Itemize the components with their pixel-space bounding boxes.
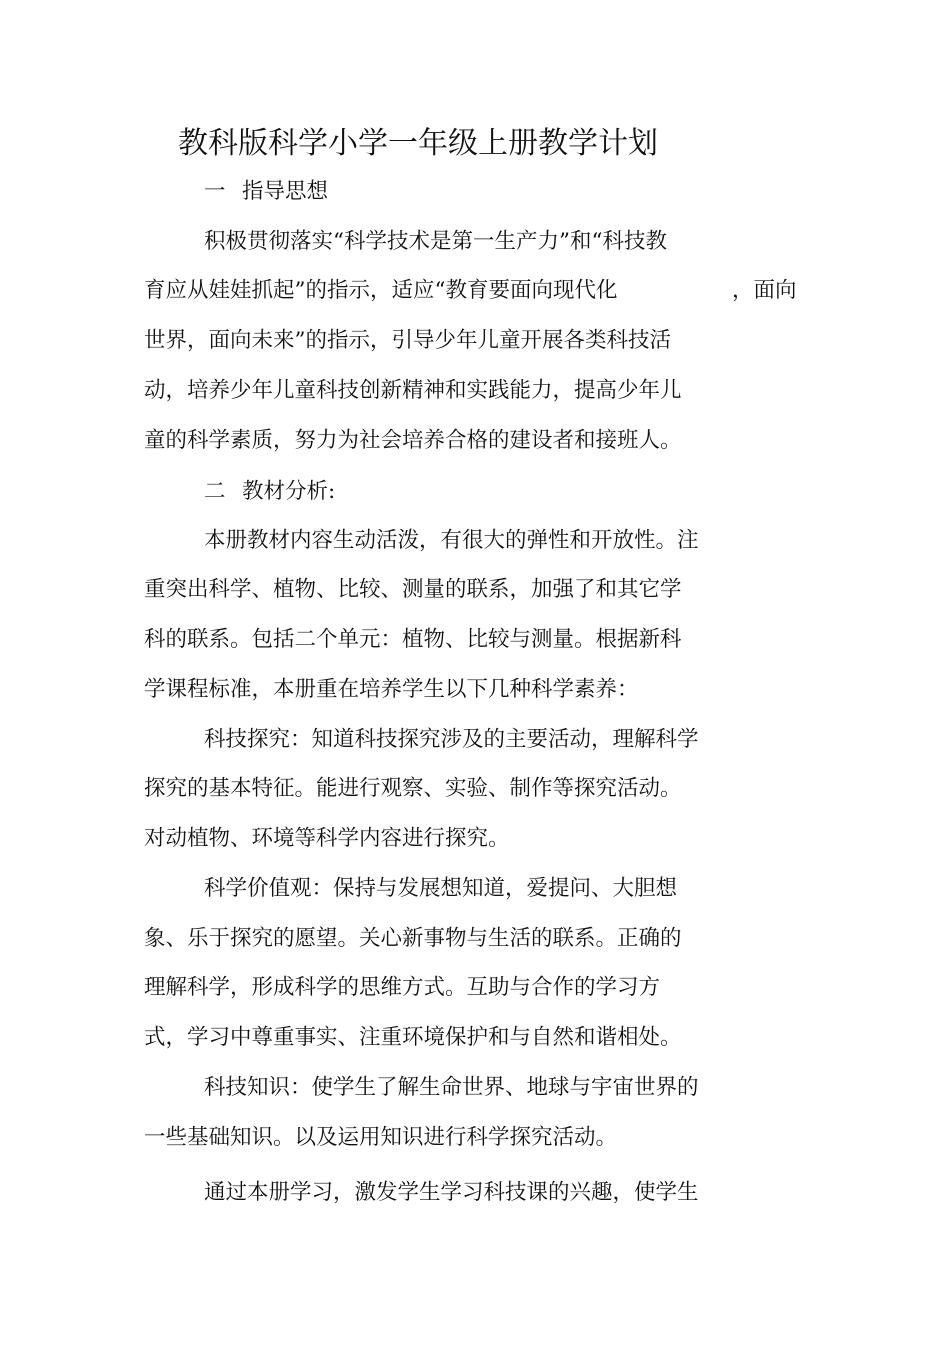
paragraph-line: 童的科学素质，努力为社会培养合格的建设者和接班人。: [144, 428, 682, 453]
paragraph-line: 象、乐于探究的愿望。关心新事物与生活的联系。正确的: [144, 926, 682, 951]
paragraph-line: 育应从娃娃抓起”的指示，适应“教育要面向现代化: [144, 278, 618, 303]
paragraph-line: 通过本册学习，激发学生学习科技课的兴趣，使学生: [204, 1180, 699, 1205]
section-heading-text: 指导思想: [242, 179, 329, 204]
section-number: 一: [204, 179, 226, 204]
paragraph-line: 对动植物、环境等科学内容进行探究。: [144, 826, 510, 851]
paragraph-line: 学课程标准，本册重在培养学生以下几种科学素养：: [144, 677, 639, 702]
paragraph-line: 科技探究：知道科技探究涉及的主要活动，理解科学: [204, 727, 699, 752]
section-heading-text: 教材分析:: [242, 479, 336, 504]
paragraph-line: 探究的基本特征。能进行观察、实验、制作等探究活动。: [144, 776, 682, 801]
section-number: 二: [204, 479, 226, 504]
paragraph-line: 一些基础知识。以及运用知识进行科学探究活动。: [144, 1125, 618, 1150]
paragraph-line: 本册教材内容生动活泼，有很大的弹性和开放性。注: [204, 528, 699, 553]
document-title: 教科版科学小学一年级上册教学计划: [178, 126, 658, 161]
paragraph-line: 式，学习中尊重事实、注重环境保护和与自然和谐相处。: [144, 1025, 682, 1050]
paragraph-line: 科技知识：使学生了解生命世界、地球与宇宙世界的: [204, 1075, 699, 1100]
paragraph-line: 科学价值观：保持与发展想知道，爱提问、大胆想: [204, 876, 678, 901]
paragraph-line: 积极贯彻落实“科学技术是第一生产力”和“科技教: [204, 229, 667, 254]
paragraph-line: 世界，面向未来”的指示，引导少年儿童开展各类科技活: [144, 328, 671, 353]
paragraph-line: 动，培养少年儿童科技创新精神和实践能力，提高少年儿: [144, 378, 682, 403]
section-heading-textbook-analysis: [204, 476, 335, 508]
paragraph-line: 理解科学，形成科学的思维方式。互助与合作的学习方: [144, 975, 661, 1000]
paragraph-line: 科的联系。包括二个单元：植物、比较与测量。根据新科: [144, 627, 682, 652]
paragraph-line-fragment: ，面向: [732, 278, 797, 303]
paragraph-line: 重突出科学、植物、比较、测量的联系，加强了和其它学: [144, 577, 682, 602]
section-heading-guiding-ideology: [204, 176, 328, 208]
